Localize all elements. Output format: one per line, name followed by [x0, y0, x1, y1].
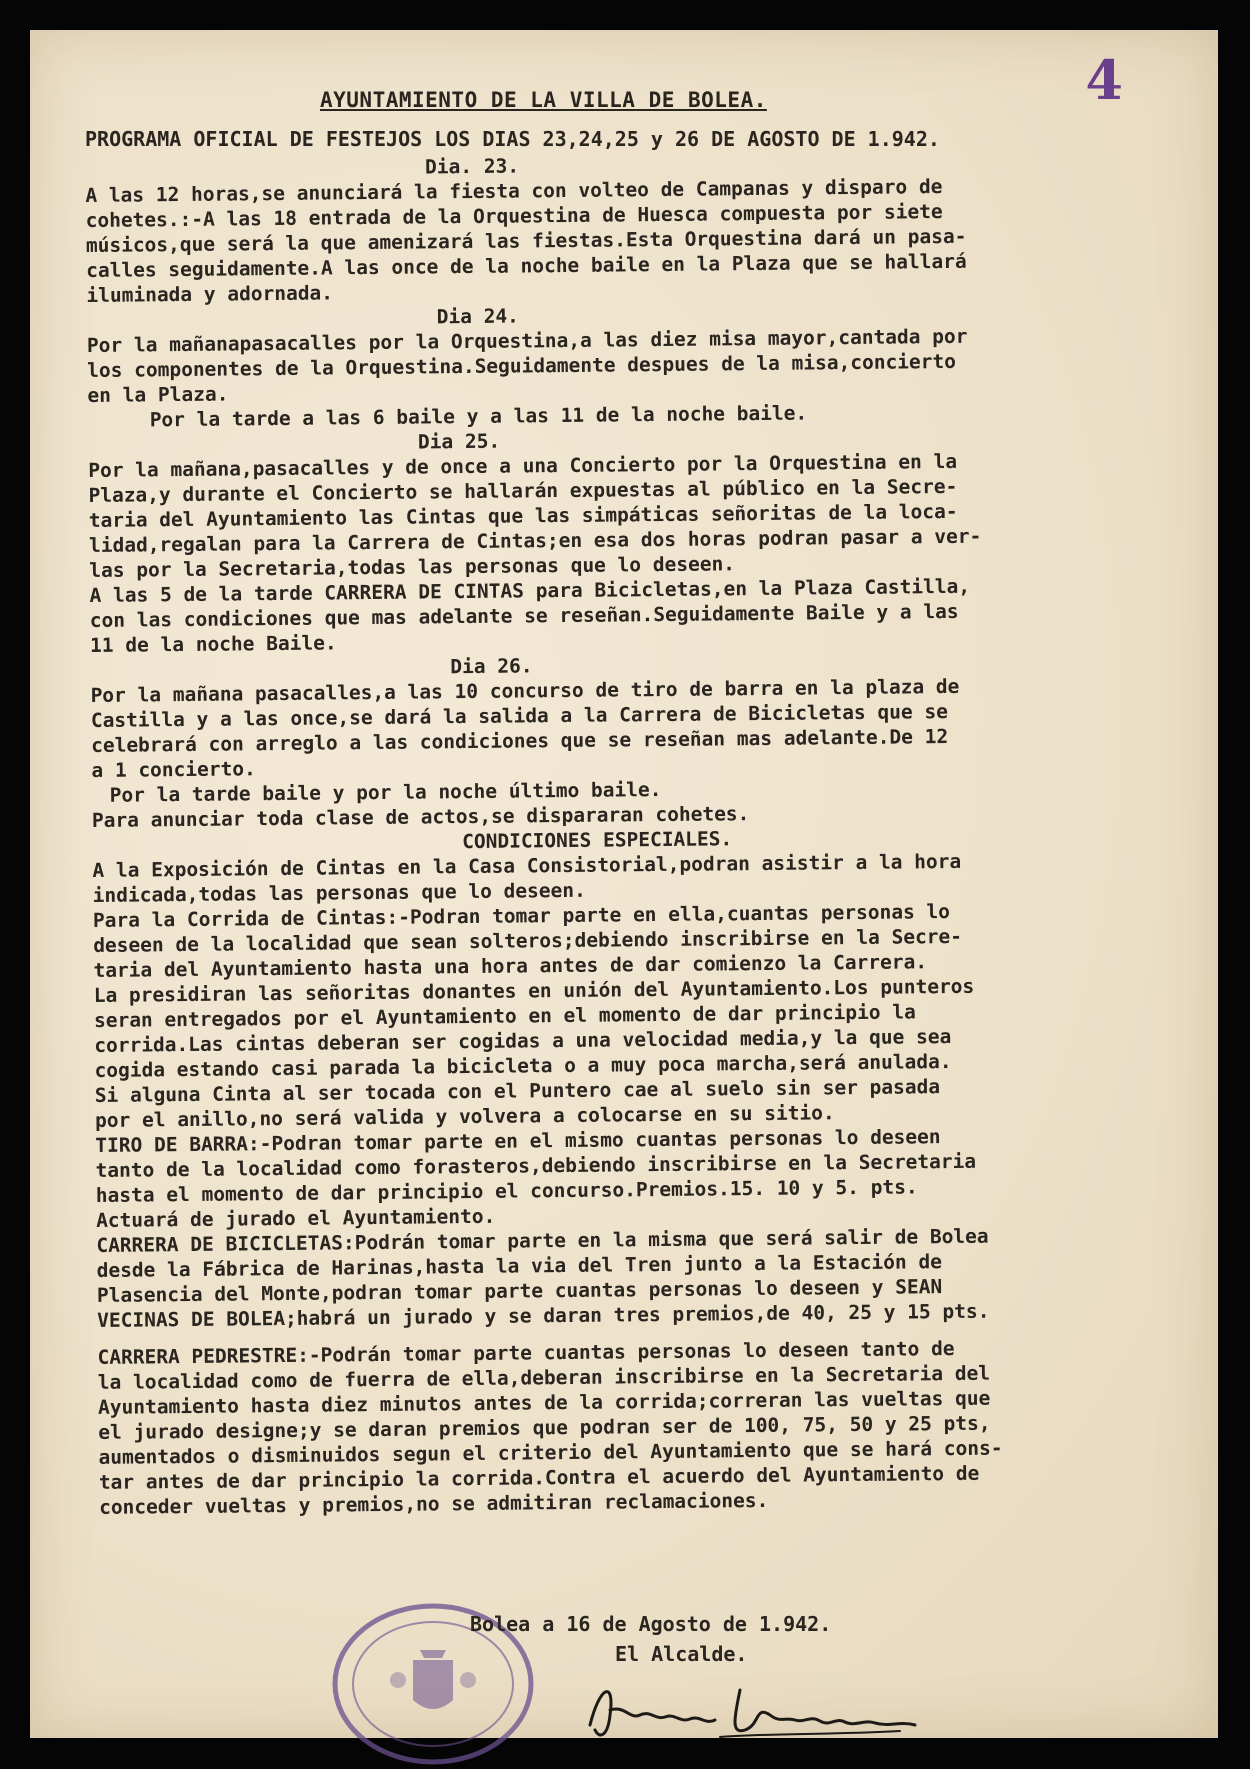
closing-date: Bolea a 16 de Agosto de 1.942.: [470, 1612, 832, 1636]
body-line: Por la mañanapasacalles por la Orquestina,a las diez misa mayor,cantada por: [86, 324, 968, 357]
body-line: a 1 concierto.: [91, 757, 256, 782]
document-body: [85, 146, 1204, 1519]
body-line: VECINAS DE BOLEA;habrá un jurado y se daran tres premios,de 40, 25 y 15 pts.: [97, 1299, 990, 1332]
body-line: deseen de la localidad que sean solteros;debiendo inscribirse en la Secre-: [93, 924, 963, 957]
body-line: las por la Secretaria,todas las personas que lo deseen.: [89, 552, 736, 582]
body-line: los componentes de la Orquestina.Seguidamente despues de la misa,concierto: [87, 349, 957, 382]
body-line: músicos,que será la que amenizará las fiestas.Esta Orquestina dará un pasa-: [85, 224, 967, 257]
body-line: con las condiciones que mas adelante se reseñan.Seguidamente Baile y a las: [89, 599, 959, 632]
body-line: indicada,todas las personas que lo deseen.: [92, 878, 586, 907]
body-line: celebrará con arreglo a las condiciones que se reseñan mas adelante.De 12: [91, 724, 949, 757]
day-24-heading: Dia 24.: [436, 304, 519, 329]
body-line: por el anillo,no será valida y volvera a colocarse en su sitio.: [94, 1101, 835, 1132]
body-line: seran entregados por el Ayuntamiento en el momento de dar principio la: [93, 1000, 916, 1032]
body-line: Por la tarde a las 6 baile y a las 11 de la noche baile.: [149, 401, 808, 432]
body-line: Por la mañana,pasacalles y de once a una Concierto por la Orquestina en la: [88, 449, 958, 482]
body-line: aumentados o disminuidos segun el criterio del Ayuntamiento que se hará cons-: [98, 1436, 1003, 1469]
handwritten-signature: [570, 1675, 970, 1745]
body-line: 11 de la noche Baile.: [89, 631, 337, 657]
document-title: AYUNTAMIENTO DE LA VILLA DE BOLEA.: [320, 88, 767, 112]
body-line: La presidiran las señoritas donantes en unión del Ayuntamiento.Los punteros: [93, 974, 975, 1007]
body-line: el jurado designe;y se daran premios que podran ser de 100, 75, 50 y 25 pts,: [98, 1411, 991, 1444]
signer-title: El Alcalde.: [615, 1642, 748, 1666]
body-line: A la Exposición de Cintas en la Casa Consistorial,podran asistir a la hora: [92, 849, 962, 882]
body-line: Por la tarde baile y por la noche último baile.: [109, 777, 662, 807]
day-25-heading: Dia 25.: [417, 429, 501, 454]
body-line: Por la mañana pasacalles,a las 10 concurso de tiro de barra en la plaza de: [90, 674, 960, 707]
body-line: Plasencia del Monte,podran tomar parte cuantas personas lo deseen y SEAN: [96, 1275, 943, 1307]
body-line: A las 5 de la tarde CARRERA DE CINTAS para Bicicletas,en la Plaza Castilla,: [89, 574, 971, 607]
day-26-heading: Dia 26.: [450, 654, 533, 679]
body-line: en la Plaza.: [87, 382, 229, 407]
day-23-heading: Dia. 23.: [424, 154, 520, 179]
body-line: Actuará de jurado el Ayuntamiento.: [96, 1204, 496, 1232]
body-line: iluminada y adornada.: [86, 281, 334, 307]
page-number: 4: [1085, 48, 1123, 112]
body-line: la localidad como de fuerra de ella,deberan inscribirse en la Secretaria del: [97, 1361, 991, 1394]
body-line: Para la Corrida de Cintas:-Podran tomar parte en ella,cuantas personas lo: [92, 899, 951, 932]
body-line: Si alguna Cinta al ser tocada con el Puntero cae al suelo sin ser pasada: [94, 1075, 941, 1107]
body-line: TIRO DE BARRA:-Podran tomar parte en el mismo cuantas personas lo deseen: [95, 1125, 941, 1157]
body-line: corrida.Las cintas deberan ser cogidas a una velocidad media,y la que sea: [94, 1024, 952, 1057]
body-line: taria del Ayuntamiento hasta una hora antes de dar comienzo la Carrera.: [93, 950, 928, 982]
body-line: taria del Ayuntamiento las Cintas que las simpáticas señoritas de la loca-: [88, 499, 958, 532]
body-line: desde la Fábrica de Harinas,hasta la via del Tren junto a la Estación de: [96, 1250, 943, 1282]
body-line: cohetes.:-A las 18 entrada de la Orquestina de Huesca compuesta por siete: [85, 200, 943, 232]
body-line: tanto de la localidad como forasteros,debiendo inscribirse en la Secretaria: [95, 1149, 977, 1182]
body-line: conceder vueltas y premios,no se admitiran reclamaciones.: [99, 1488, 769, 1519]
body-line: lidad,regalan para la Carrera de Cintas;en esa dos horas podran pasar a ver-: [88, 524, 982, 557]
conditions-heading: CONDICIONES ESPECIALES.: [462, 827, 733, 854]
body-line: CARRERA PEDRESTRE:-Podrán tomar parte cuantas personas lo deseen tanto de: [97, 1336, 955, 1369]
body-line: A las 12 horas,se anunciará la fiesta con volteo de Campanas y disparo de: [85, 175, 943, 207]
body-line: Ayuntamiento hasta diez minutos antes de la corrida;correran las vueltas que: [97, 1386, 991, 1419]
body-line: cogida estando casi parada la bicicleta o a muy poca marcha,será anulada.: [94, 1049, 952, 1082]
body-line: Para anunciar toda clase de actos,se dispararan cohetes.: [91, 802, 750, 832]
document-page: [30, 30, 1218, 1738]
document-subtitle: PROGRAMA OFICIAL DE FESTEJOS LOS DIAS 23,24,25 y 26 DE AGOSTO DE 1.942.: [85, 127, 940, 151]
body-line: Plaza,y durante el Concierto se hallarán expuestas al público en la Secre-: [88, 474, 958, 507]
body-line: CARRERA DE BICICLETAS:Podrán tomar parte en la misma que será salir de Bolea: [96, 1224, 989, 1257]
body-line: tar antes de dar principio la corrida.Contra el acuerdo del Ayuntamiento de: [98, 1461, 980, 1494]
body-line: calles seguidamente.A las once de la noche baile en la Plaza que se hallará: [86, 249, 967, 282]
body-line: Castilla y a las once,se dará la salida a la Carrera de Bicicletas que se: [90, 699, 948, 732]
body-line: hasta el momento de dar principio el concurso.Premios.15. 10 y 5. pts.: [95, 1175, 918, 1207]
